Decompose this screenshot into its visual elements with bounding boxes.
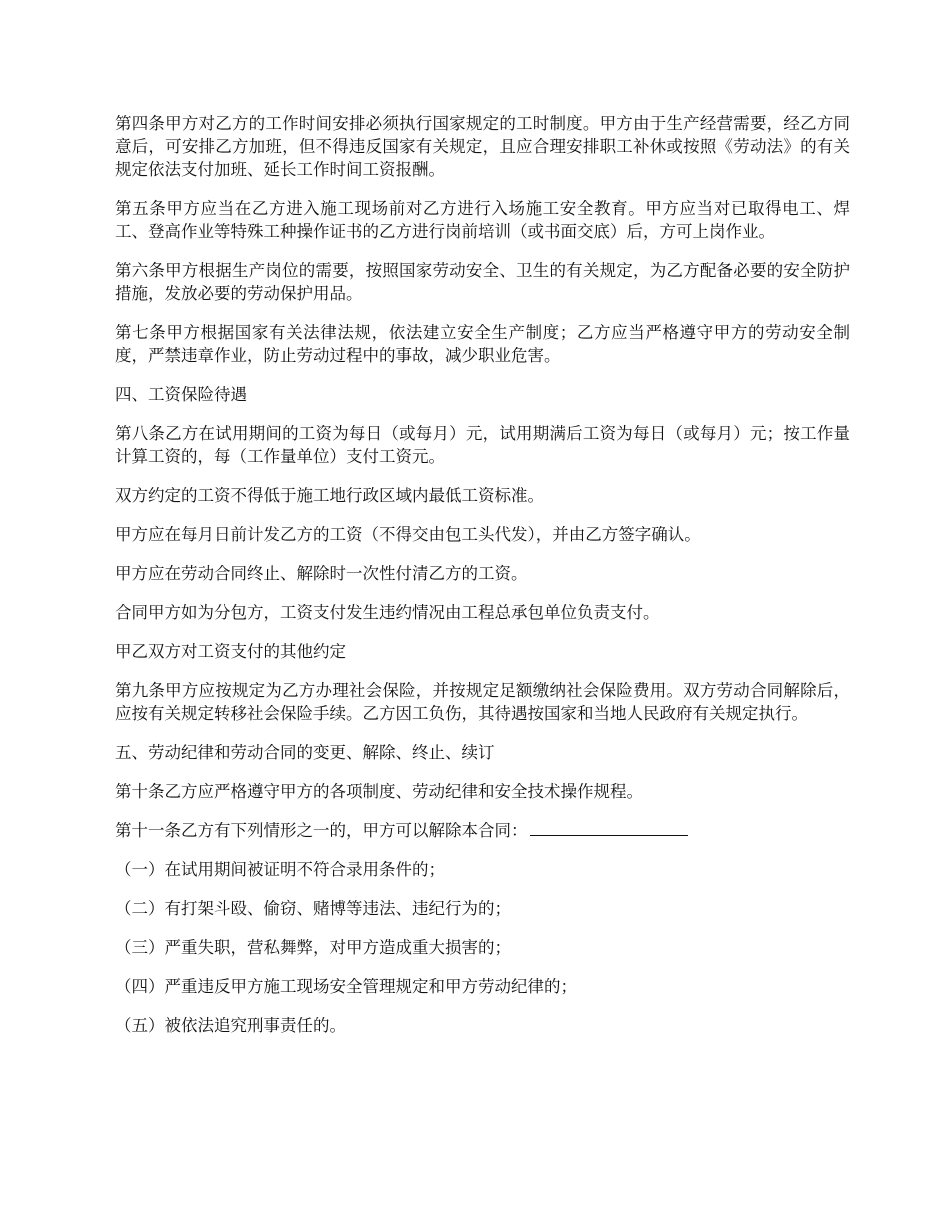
article-4-paragraph: 第四条甲方对乙方的工作时间安排必须执行国家规定的工时制度。甲方由于生产经营需要，经乙方同意后，可安排乙方加班，但不得违反国家有关规定，且应合理安排职工补休或按照《劳动法》的有关规定依法支付加班、延长工作时间工资报酬。	[115, 114, 850, 179]
fill-in-blank	[530, 834, 688, 836]
monthly-payment-paragraph: 甲方应在每月日前计发乙方的工资（不得交由包工头代发），并由乙方签字确认。	[115, 525, 701, 544]
article-6-paragraph: 第六条甲方根据生产岗位的需要，按照国家劳动安全、卫生的有关规定，为乙方配备必要的安全防护措施，发放必要的劳动保护用品。	[115, 261, 850, 303]
article-8-paragraph: 第八条乙方在试用期间的工资为每日（或每月）元，试用期满后工资为每日（或每月）元；按工作量计算工资的，每（工作量单位）支付工资元。	[115, 424, 850, 466]
subcontractor-paragraph: 合同甲方如为分包方，工资支付发生违约情况由工程总承包单位负责支付。	[115, 603, 660, 622]
article-7-paragraph: 第七条甲方根据国家有关法律法规，依法建立安全生产制度；乙方应当严格遵守甲方的劳动安全制度，严禁违章作业，防止劳动过程中的事故，减少职业危害。	[115, 323, 850, 365]
other-agreements-paragraph: 甲乙双方对工资支付的其他约定	[115, 642, 346, 661]
list-item-1: （一）在试用期间被证明不符合录用条件的；	[115, 860, 445, 879]
article-11-paragraph	[115, 819, 850, 842]
article-5-paragraph: 第五条甲方应当在乙方进入施工现场前对乙方进行入场施工安全教育。甲方应当对已取得电工、焊工、登高作业等特殊工种操作证书的乙方进行岗前培训（或书面交底）后，方可上岗作业。	[115, 199, 850, 241]
list-item-5: （五）被依法追究刑事责任的。	[115, 1016, 346, 1035]
minimum-wage-paragraph: 双方约定的工资不得低于施工地行政区域内最低工资标准。	[115, 486, 544, 505]
list-item-2: （二）有打架斗殴、偷窃、赌博等违法、违纪行为的；	[115, 899, 511, 918]
section-5-heading: 五、劳动纪律和劳动合同的变更、解除、终止、续订	[115, 743, 495, 762]
list-item-3: （三）严重失职，营私舞弊，对甲方造成重大损害的；	[115, 938, 511, 957]
list-item-4: （四）严重违反甲方施工现场安全管理规定和甲方劳动纪律的；	[115, 977, 577, 996]
section-4-heading: 四、工资保险待遇	[115, 385, 247, 404]
document-body	[115, 112, 850, 1053]
article-11-text: 第十一条乙方有下列情形之一的，甲方可以解除本合同：	[115, 821, 528, 840]
final-payment-paragraph: 甲方应在劳动合同终止、解除时一次性付清乙方的工资。	[115, 564, 528, 583]
article-10-paragraph: 第十条乙方应严格遵守甲方的各项制度、劳动纪律和安全技术操作规程。	[115, 782, 643, 801]
article-9-paragraph: 第九条甲方应按规定为乙方办理社会保险，并按规定足额缴纳社会保险费用。双方劳动合同解除后，应按有关规定转移社会保险手续。乙方因工负伤，其待遇按国家和当地人民政府有关规定执行。	[115, 681, 850, 723]
